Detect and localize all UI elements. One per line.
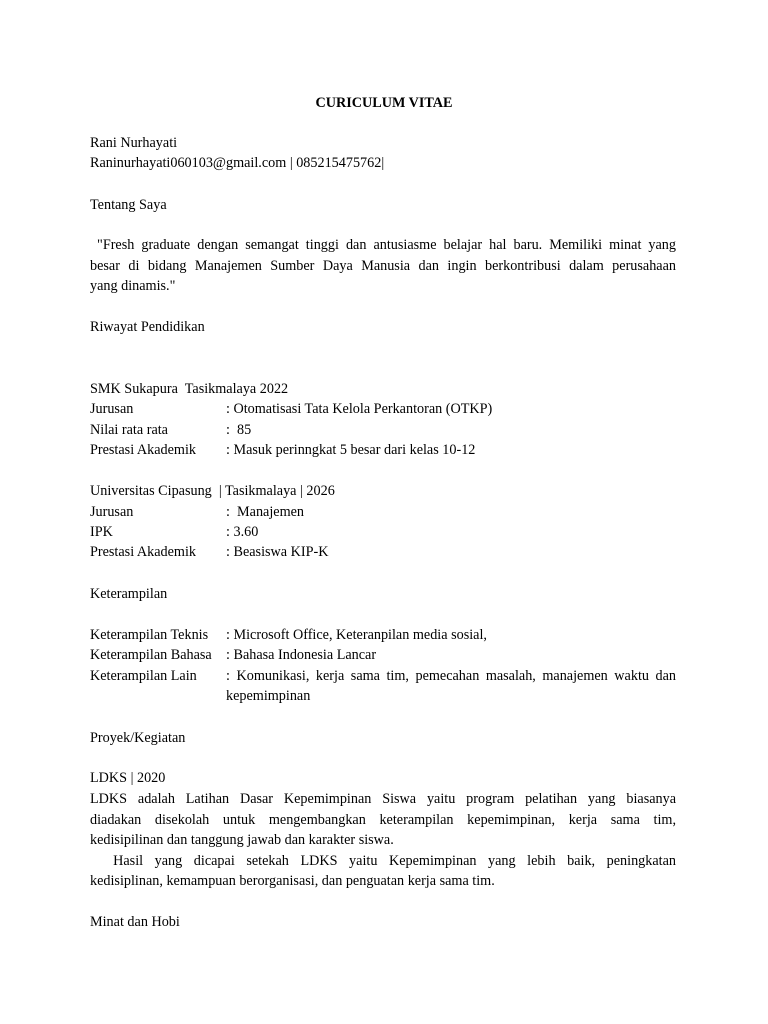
- person-name: Rani Nurhayati: [90, 135, 178, 151]
- univ-label-achievement: Prestasi Akademik: [90, 544, 196, 560]
- about-heading: Tentang Saya: [90, 197, 167, 213]
- project-line-4: Hasil yang dicapai setekah LDKS yaitu Kepemimpinan yang lebih baik, peningkatan: [90, 853, 676, 869]
- projects-heading: Proyek/Kegiatan: [90, 730, 186, 746]
- smk-value-major: : Otomatisasi Tata Kelola Perkantoran (OTKP): [226, 401, 493, 417]
- about-line-3: yang dinamis.": [90, 278, 176, 294]
- univ-header: Universitas Cipasung | Tasikmalaya | 2026: [90, 483, 335, 499]
- project-line-5: kedisiplinan, kemampuan berorganisasi, dan penguatan kerja sama tim.: [90, 873, 495, 889]
- hobbies-heading: Minat dan Hobi: [90, 914, 180, 930]
- project-line-2: diadakan disekolah untuk mengembangkan keterampilan kepemimpinan, kerja sama tim,: [90, 812, 676, 828]
- univ-value-gpa: : 3.60: [226, 524, 259, 540]
- skill-value-other: : Komunikasi, kerja sama tim, pemecahan masalah, manajemen waktu dan: [226, 668, 676, 684]
- project-line-1: LDKS adalah Latihan Dasar Kepemimpinan Siswa yaitu program pelatihan yang biasanya: [90, 791, 676, 807]
- univ-label-gpa: IPK: [90, 524, 113, 540]
- project-line-3: kedisipilinan dan tanggung jawab dan karakter siswa.: [90, 832, 394, 848]
- skill-label-technical: Keterampilan Teknis: [90, 627, 209, 643]
- education-heading: Riwayat Pendidikan: [90, 319, 205, 335]
- skill-value-other-cont: kepemimpinan: [226, 688, 311, 704]
- univ-value-major: : Manajemen: [226, 504, 305, 520]
- skill-label-language: Keterampilan Bahasa: [90, 647, 212, 663]
- univ-label-major: Jurusan: [90, 504, 134, 520]
- skill-value-technical: : Microsoft Office, Keteranpilan media sosial,: [226, 627, 487, 643]
- smk-label-achievement: Prestasi Akademik: [90, 442, 196, 458]
- smk-label-major: Jurusan: [90, 401, 134, 417]
- project-title: LDKS | 2020: [90, 770, 166, 786]
- document-title: CURICULUM VITAE: [315, 95, 453, 111]
- about-line-1: "Fresh graduate dengan semangat tinggi dan antusiasme belajar hal baru. Memiliki minat yang: [90, 237, 676, 253]
- univ-value-achievement: : Beasiswa KIP-K: [226, 544, 329, 560]
- contact-info: Raninurhayati060103@gmail.com | 085215475762|: [90, 155, 385, 171]
- smk-label-grade: Nilai rata rata: [90, 422, 168, 438]
- skills-heading: Keterampilan: [90, 586, 168, 602]
- smk-header: SMK Sukapura Tasikmalaya 2022: [90, 381, 289, 397]
- skill-value-language: : Bahasa Indonesia Lancar: [226, 647, 377, 663]
- about-line-2: besar di bidang Manajemen Sumber Daya Manusia dan ingin berkontribusi dalam perusahaan: [90, 258, 676, 274]
- smk-value-achievement: : Masuk perinngkat 5 besar dari kelas 10-12: [226, 442, 476, 458]
- smk-value-grade: : 85: [226, 422, 252, 438]
- skill-label-other: Keterampilan Lain: [90, 668, 197, 684]
